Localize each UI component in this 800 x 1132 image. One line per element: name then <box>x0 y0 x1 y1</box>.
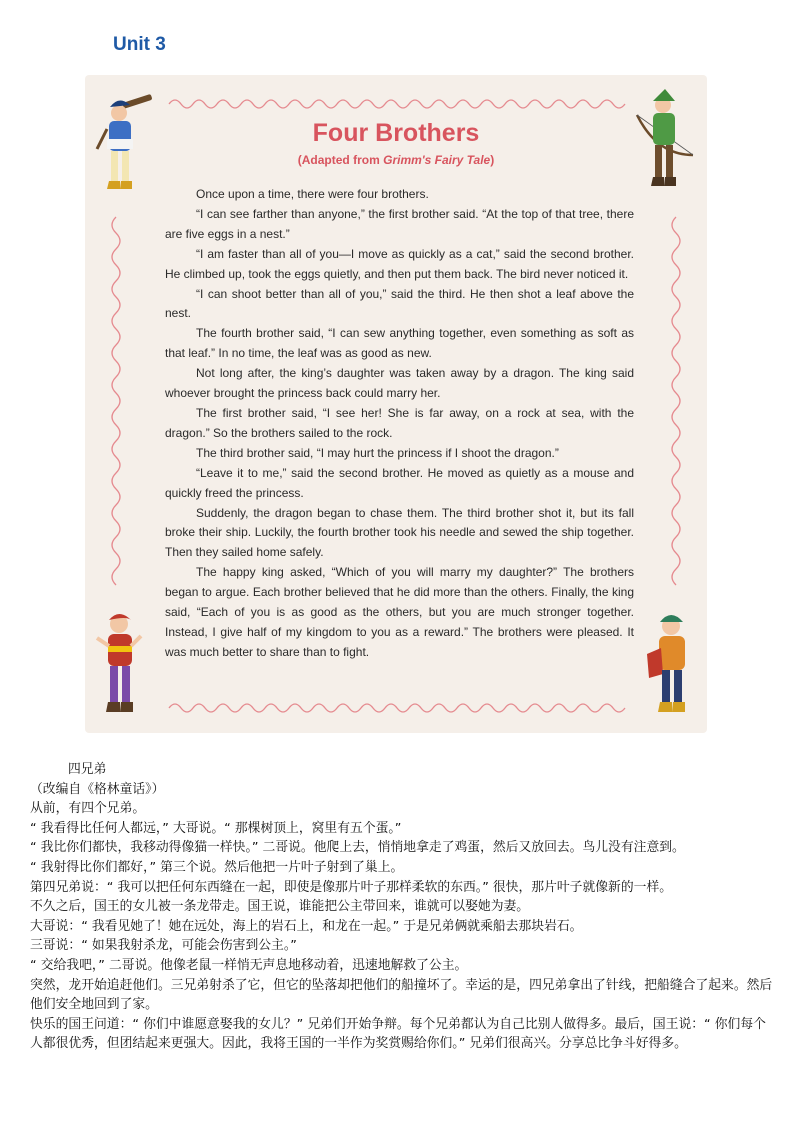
translation-line: 第四兄弟说：“ 我可以把任何东西缝在一起，即使是像那片叶子那样柔软的东西。” 很快，那片叶子就像新的一样。 <box>30 879 673 895</box>
story-paragraph: The third brother said, “I may hurt the princess if I shoot the dragon.” <box>196 445 559 460</box>
story-paragraph: “I am faster than all of you—I move as quickly as a cat,” said the second brother. He climbed up, took the eggs quietly, and then put them back. The bird never noticed it. <box>165 246 634 281</box>
story-text <box>165 185 634 663</box>
chinese-translation <box>30 760 775 1054</box>
translation-line: “ 我看得比任何人都远，” 大哥说。“ 那棵树顶上，窝里有五个蛋。” <box>30 820 402 836</box>
translation-line: “ 我射得比你们都好，” 第三个说。然后他把一片叶子射到了巢上。 <box>30 859 404 875</box>
story-paragraph: The first brother said, “I see her! She is far away, on a rock at sea, with the dragon.” So the brothers sailed to the rock. <box>165 405 634 440</box>
swirl-border-top <box>167 97 627 111</box>
story-paragraph: The happy king asked, “Which of you will marry my daughter?” The brothers began to argue. Each brother believed that he did more than the others. Finally, the king said, “Each of you is as good as the others, but you are much stronger together. Instead, I give half of my kingdom to you as a reward.” The brothers were pleased. It was much better to share than to fight. <box>165 565 634 659</box>
translation-line: “ 交给我吧，” 二哥说。他像老鼠一样悄无声息地移动着，迅速地解救了公主。 <box>30 957 468 973</box>
story-paragraph: “I can see farther than anyone,” the first brother said. “At the top of that tree, there are five eggs in a nest.” <box>165 206 634 241</box>
translation-line: 从前，有四个兄弟。 <box>30 801 146 817</box>
story-title: Four Brothers <box>312 119 480 147</box>
translation-line: 三哥说：“ 如果我射杀龙，可能会伤害到公主。” <box>30 938 297 954</box>
translation-line: “ 我比你们都快，我移动得像猫一样快。” 二哥说。他爬上去，悄悄地拿走了鸡蛋，然后又放回去。鸟儿没有注意到。 <box>30 840 685 856</box>
story-paragraph: Not long after, the king’s daughter was taken away by a dragon. The king said whoever brought the princess back could marry her. <box>165 366 634 401</box>
tailor-brother-figure <box>641 610 701 722</box>
translation-line: 大哥说：“ 我看见她了！她在远处，海上的岩石上，和龙在一起。” 于是兄弟俩就乘船去那块岩石。 <box>30 918 583 934</box>
story-paragraph: “I can shoot better than all of you,” said the third. He then shot a leaf above the nest. <box>165 286 634 321</box>
swirl-border-bottom <box>167 701 627 715</box>
translation-line: 快乐的国王问道：“ 你们中谁愿意娶我的女儿？” 兄弟们开始争辩。每个兄弟都认为自己比别人做得多。最后，国王说：“ 你们每个人都很优秀，但团结起来更强大。因此，我将王国的一半作为奖赏赐给你们。” 兄弟们很高兴。分享总比争斗好得多。 <box>30 1016 766 1052</box>
story-paragraph: Once upon a time, there were four brothers. <box>196 187 429 201</box>
climber-brother-figure <box>89 610 149 722</box>
story-paragraph: The fourth brother said, “I can sew anything together, even something as soft as that leaf.” In no time, the leaf was as good as new. <box>165 326 634 361</box>
story-paragraph: Suddenly, the dragon began to chase them. The third brother shot it, but its fall broke their ship. Luckily, the fourth brother took his needle and sewed the ship together. Then they sailed home safely. <box>165 505 634 560</box>
story-subtitle: (Adapted from Grimm's Fairy Tale) <box>297 153 495 167</box>
translation-line: 不久之后，国王的女儿被一条龙带走。国王说，谁能把公主带回来，谁就可以娶她为妻。 <box>30 899 530 915</box>
swirl-border-left <box>109 215 123 595</box>
translation-line: （改编自《格林童话》） <box>30 781 165 797</box>
story-paragraph: “Leave it to me,” said the second brother. He moved as quietly as a mouse and quickly freed the princess. <box>165 465 634 500</box>
translation-line: 突然，龙开始追赶他们。三兄弟射杀了它，但它的坠落却把他们的船撞坏了。幸运的是，四兄弟拿出了针线，把船缝合了起来。然后他们安全地回到了家。 <box>30 977 773 1013</box>
translation-title: 四兄弟 <box>68 762 107 777</box>
swirl-border-right <box>669 215 683 595</box>
story-panel <box>85 75 707 733</box>
unit-label: Unit 3 <box>113 34 166 55</box>
